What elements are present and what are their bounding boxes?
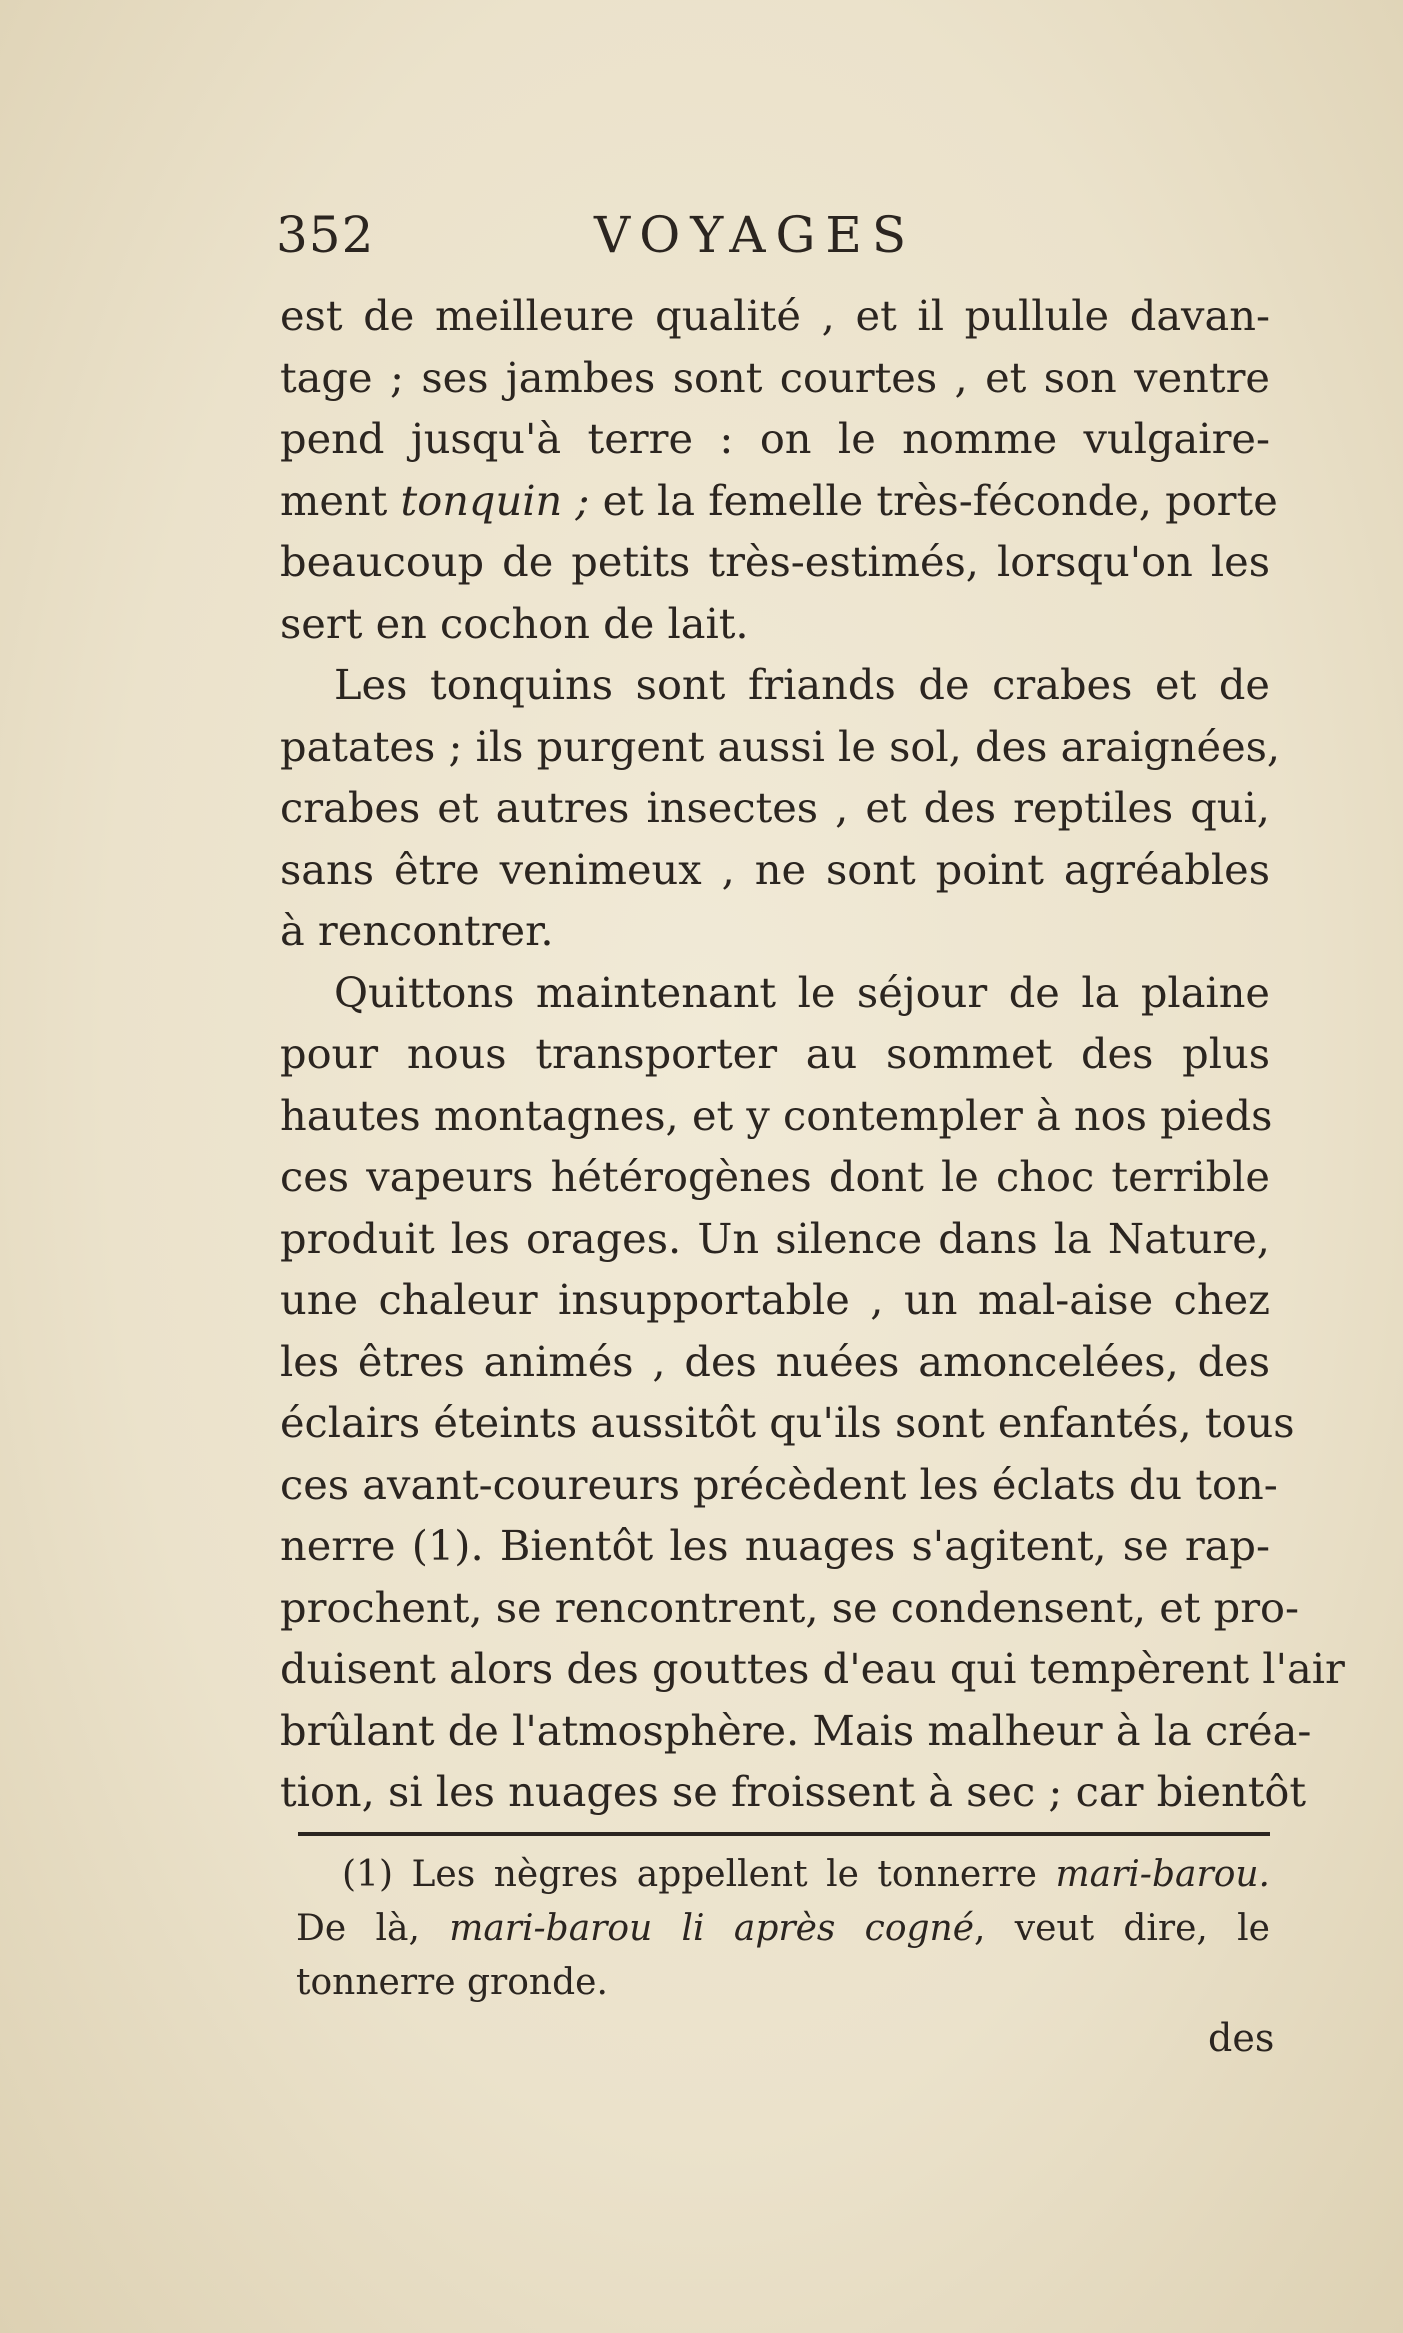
body-text bbox=[280, 285, 1345, 1823]
footnote-text: De là, bbox=[296, 1908, 420, 1949]
footnote bbox=[296, 1848, 1270, 2010]
text-line: produit les orages. Un silence dans la Nature, bbox=[280, 1213, 1270, 1263]
text-line: tage ; ses jambes sont courtes , et son ventre bbox=[280, 352, 1270, 402]
text-fragment: ment bbox=[280, 475, 388, 525]
footnote-marker: (1) bbox=[342, 1854, 393, 1895]
footnote-italic: mari-barou. bbox=[1055, 1854, 1270, 1895]
text-line: tion, si les nuages se froissent à sec ; car bientôt bbox=[280, 1767, 1307, 1816]
footnote-text: Les nègres appellent le tonnerre bbox=[411, 1854, 1037, 1895]
text-line: pour nous transporter au sommet des plus bbox=[280, 1029, 1270, 1078]
text-line: sert en cochon de lait. bbox=[280, 598, 749, 648]
text-line: ces avant-coureurs précèdent les éclats du ton- bbox=[280, 1459, 1278, 1509]
italic-term: tonquin ; bbox=[400, 475, 590, 525]
text-line: nerre (1). Bientôt les nuages s'agitent, se rap- bbox=[280, 1521, 1270, 1570]
text-line: duisent alors des gouttes d'eau qui tempèrent l'air bbox=[280, 1644, 1345, 1693]
text-line: prochent, se rencontrent, se condensent, et pro- bbox=[280, 1582, 1300, 1632]
text-line: beaucoup de petits très-estimés, lorsqu'on les bbox=[280, 537, 1270, 586]
footnote-rule bbox=[298, 1832, 1270, 1836]
text-fragment: et la femelle très-féconde, porte bbox=[602, 475, 1278, 525]
text-line: une chaleur insupportable , un mal-aise chez bbox=[280, 1275, 1270, 1324]
text-line: à rencontrer. bbox=[280, 906, 554, 955]
text-line: crabes et autres insectes , et des reptiles qui, bbox=[280, 783, 1270, 832]
text-line: hautes montagnes, et y contempler à nos pieds bbox=[280, 1090, 1273, 1140]
footnote-line bbox=[296, 1848, 1270, 1902]
footnote-italic: mari-barou li après cogné bbox=[449, 1908, 975, 1949]
text-line: brûlant de l'atmosphère. Mais malheur à la créa- bbox=[280, 1705, 1312, 1755]
text-line: ces vapeurs hétérogènes dont le choc terrible bbox=[280, 1152, 1270, 1201]
text-line: Les tonquins sont friands de crabes et de bbox=[334, 660, 1270, 709]
text-line: patates ; ils purgent aussi le sol, des araignées, bbox=[280, 721, 1281, 771]
text-line: pend jusqu'à terre : on le nomme vulgaire- bbox=[280, 414, 1270, 463]
footnote-line: tonnerre gronde. bbox=[296, 1962, 608, 2003]
text-line: est de meilleure qualité , et il pullule davan- bbox=[280, 291, 1270, 340]
catchword: des bbox=[1208, 2016, 1275, 2060]
page-number: 352 bbox=[276, 206, 375, 264]
footnote-text: , veut dire, le bbox=[974, 1908, 1270, 1949]
page-header bbox=[276, 206, 1266, 276]
text-line bbox=[280, 470, 1278, 532]
text-line: sans être venimeux , ne sont point agréables bbox=[280, 844, 1270, 894]
text-line: les êtres animés , des nuées amoncelées, des bbox=[280, 1336, 1270, 1386]
text-line: Quittons maintenant le séjour de la plaine bbox=[334, 967, 1270, 1017]
running-title: VOYAGES bbox=[594, 206, 917, 264]
text-line: éclairs éteints aussitôt qu'ils sont enfantés, tous bbox=[280, 1398, 1295, 1447]
footnote-line bbox=[296, 1902, 1270, 1956]
